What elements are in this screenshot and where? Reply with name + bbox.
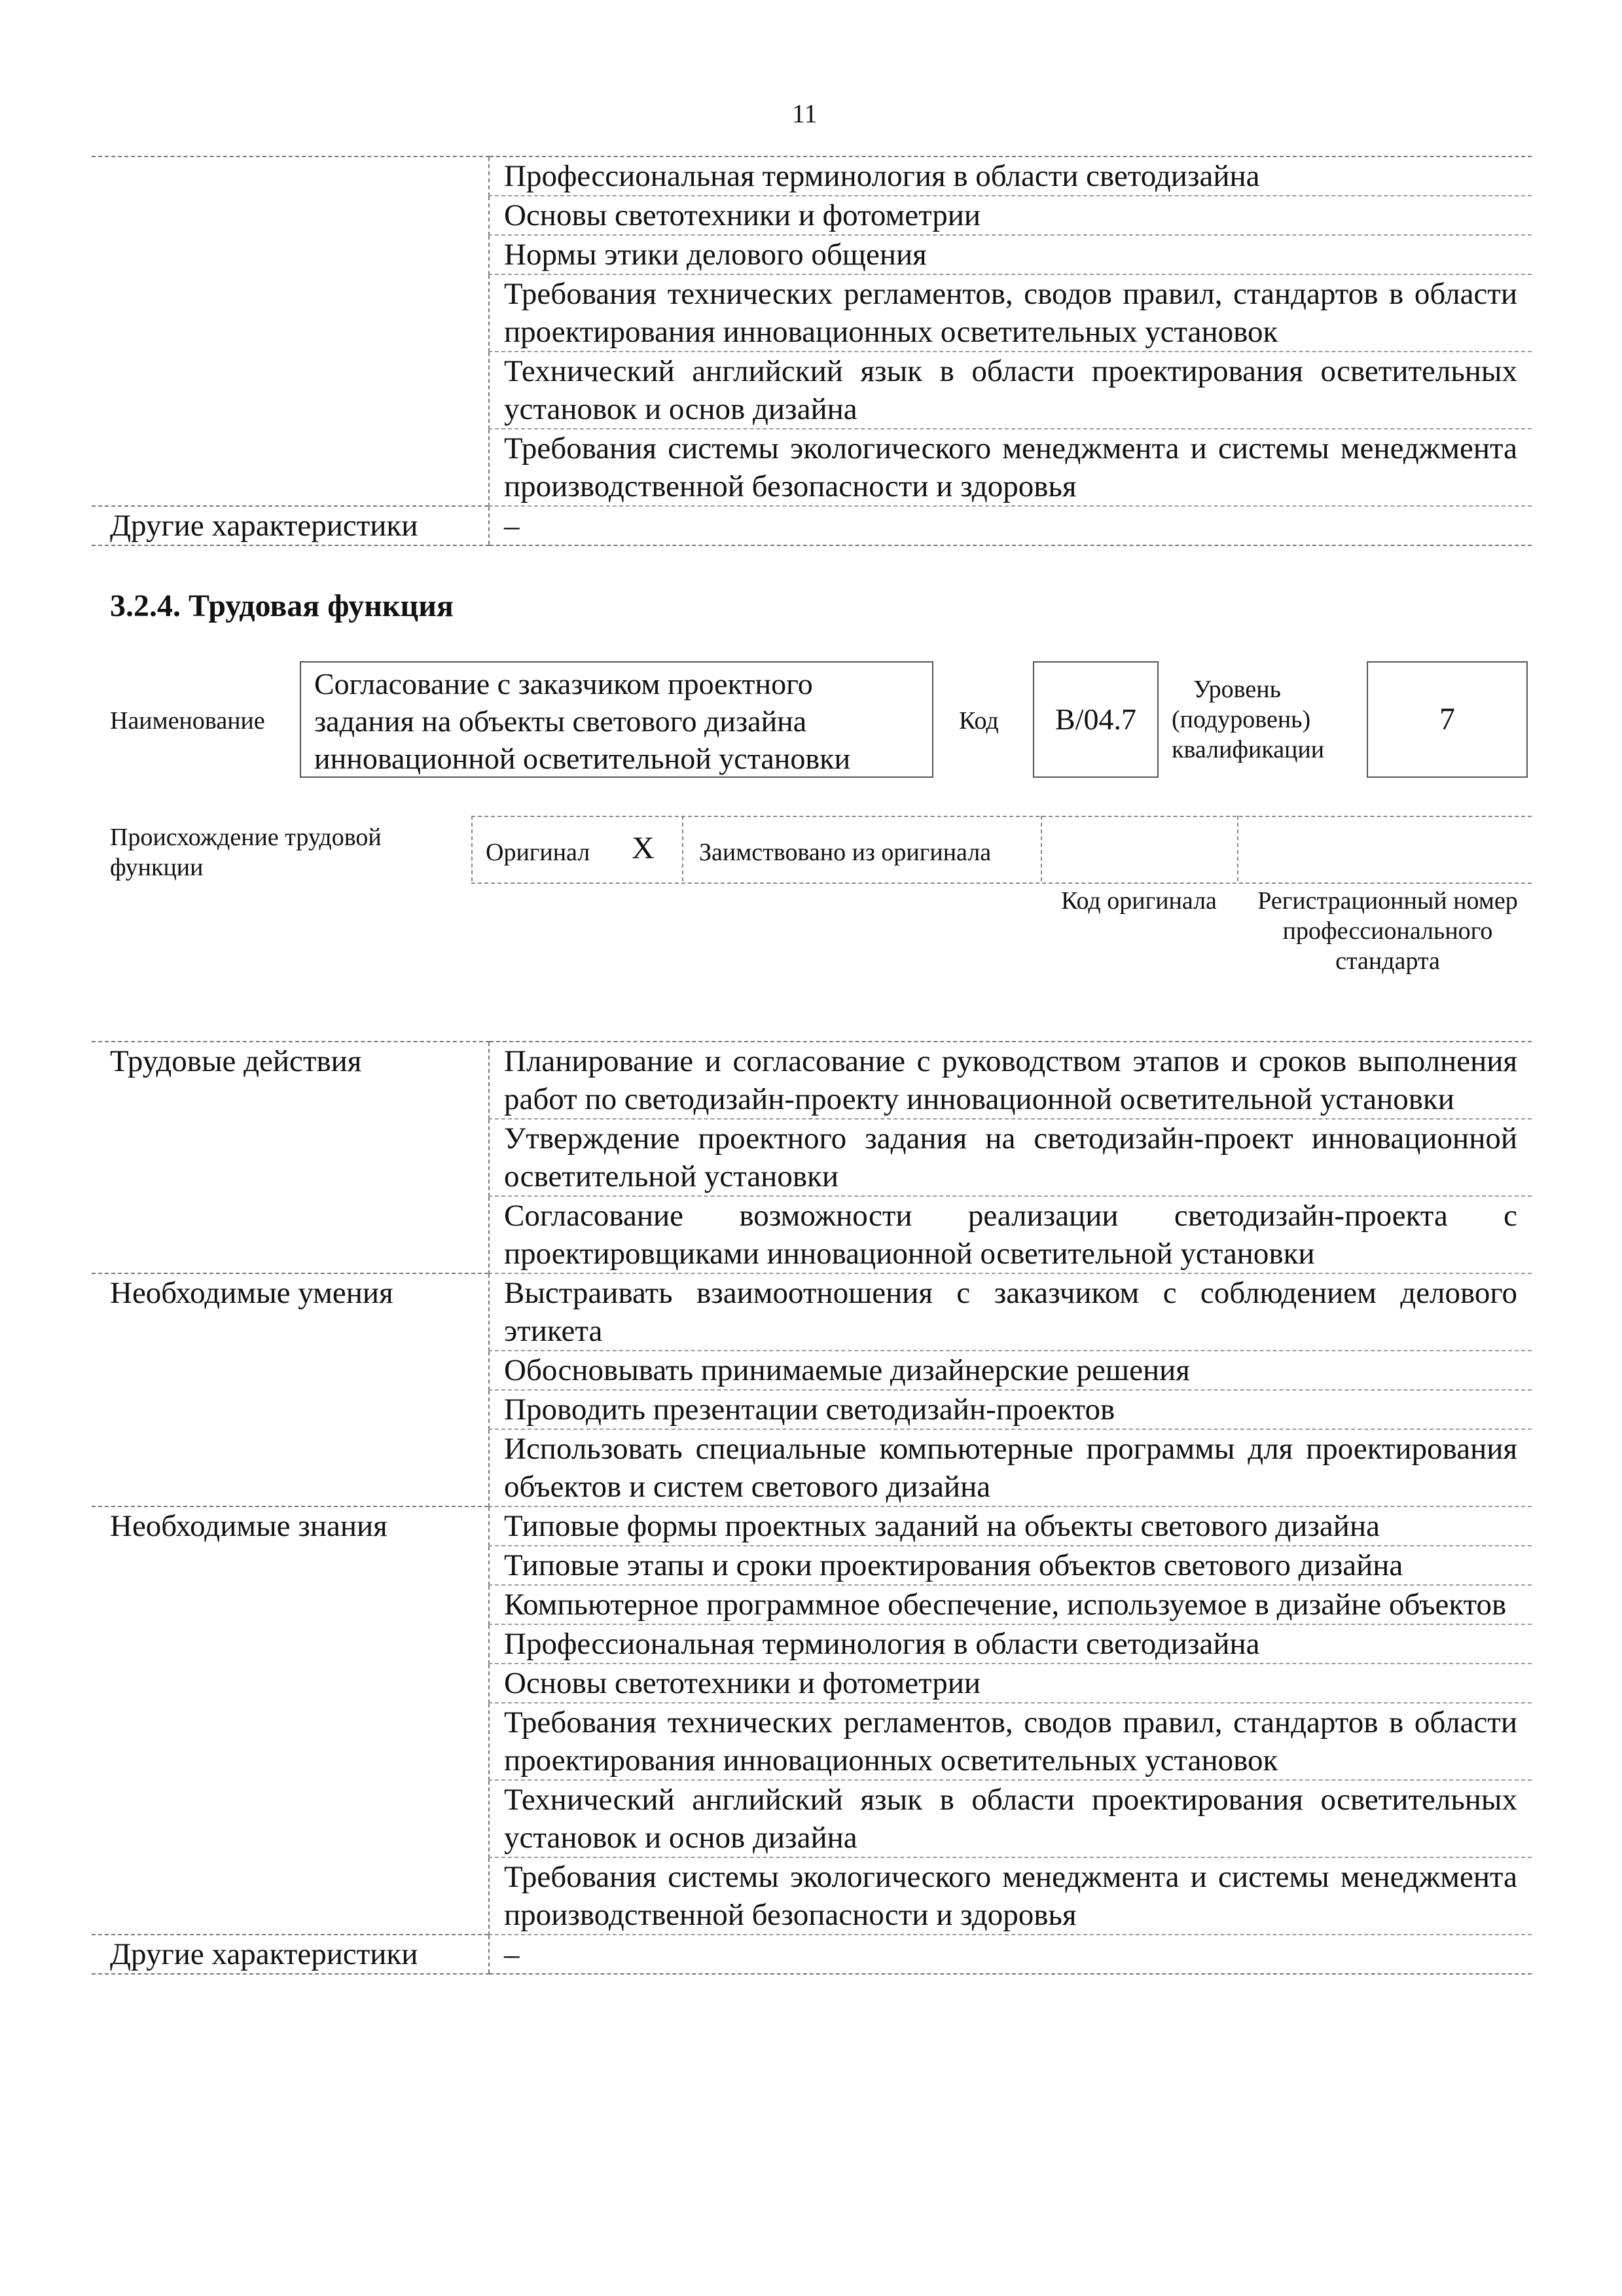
knowledge-item: Профессиональная терминология в области светодизайна [489, 1624, 1532, 1664]
knowledge-label: Необходимые знания [92, 1506, 489, 1935]
knowledge-item: Требования системы экологического менеджмента и системы менеджмента производственной безопасности и здоровья [489, 429, 1532, 506]
origin-code-caption: Код оригинала [1061, 887, 1217, 915]
section-heading: 3.2.4. Трудовая функция [110, 589, 454, 623]
level-value-box: 7 [1367, 661, 1528, 778]
other-characteristics-label: Другие характеристики [92, 1935, 489, 1974]
action-item: Планирование и согласование с руководством этапов и сроков выполнения работ по светодизайн-проекту инновационной осветительной установки [489, 1042, 1532, 1119]
knowledge-item: Требования технических регламентов, сводов правил, стандартов в области проектирования инновационных осветительных установок [489, 1703, 1532, 1780]
table-row [92, 1273, 1532, 1351]
origin-original: Оригинал [486, 839, 590, 866]
table-row [92, 156, 1532, 196]
knowledge-item: Основы светотехники и фотометрии [489, 1664, 1532, 1703]
knowledge-item: Требования системы экологического менеджмента и системы менеджмента производственной безопасности и здоровья [489, 1857, 1532, 1935]
function-details-table [92, 1041, 1532, 1975]
other-characteristics-label: Другие характеристики [92, 506, 489, 545]
skill-item: Использовать специальные компьютерные программы для проектирования объектов и систем светового дизайна [489, 1429, 1532, 1506]
table-row [92, 1042, 1532, 1119]
knowledge-item: Компьютерное программное обеспечение, используемое в дизайне объектов [489, 1585, 1532, 1624]
knowledge-item: Типовые этапы и сроки проектирования объектов светового дизайна [489, 1546, 1532, 1585]
origin-label: Происхождение трудовой функции [110, 824, 382, 881]
top-knowledge-table [92, 156, 1532, 546]
origin-mark: X [632, 831, 655, 866]
origin-row [471, 816, 1532, 884]
skill-item: Обосновывать принимаемые дизайнерские решения [489, 1351, 1532, 1390]
knowledge-item: Профессиональная терминология в области светодизайна [489, 156, 1532, 196]
knowledge-item: Нормы этики делового общения [489, 235, 1532, 274]
name-label: Наименование [110, 707, 265, 735]
other-characteristics-value: – [489, 1935, 1532, 1974]
table-row [92, 506, 1532, 545]
origin-borrowed: Заимствовано из оригинала [699, 839, 992, 866]
function-name-box: Согласование с заказчиком проектного задания на объекты светового дизайна инновационной осветительной установки [300, 661, 933, 778]
knowledge-item: Требования технических регламентов, сводов правил, стандартов в области проектирования инновационных осветительных установок [489, 274, 1532, 352]
skills-label: Необходимые умения [92, 1273, 489, 1506]
actions-label: Трудовые действия [92, 1042, 489, 1273]
knowledge-item: Технический английский язык в области проектирования осветительных установок и основ дизайна [489, 352, 1532, 429]
skill-item: Выстраивать взаимоотношения с заказчиком с соблюдением делового этикета [489, 1273, 1532, 1351]
skill-item: Проводить презентации светодизайн-проектов [489, 1390, 1532, 1429]
level-label: Уровень (подуровень) квалификации [1172, 676, 1325, 763]
table-row [92, 1935, 1532, 1974]
table-row [92, 1506, 1532, 1546]
knowledge-item: Типовые формы проектных заданий на объекты светового дизайна [489, 1506, 1532, 1546]
code-label: Код [959, 707, 999, 735]
page-number: 11 [792, 99, 818, 128]
origin-reg-caption: Регистрационный номер профессионального стандарта [1257, 887, 1518, 975]
knowledge-item: Технический английский язык в области проектирования осветительных установок и основ дизайна [489, 1780, 1532, 1857]
code-value-box: B/04.7 [1033, 661, 1159, 778]
action-item: Согласование возможности реализации светодизайн-проекта с проектировщиками инновационной осветительной установки [489, 1196, 1532, 1273]
knowledge-item: Основы светотехники и фотометрии [489, 196, 1532, 235]
other-characteristics-value: – [489, 506, 1532, 545]
action-item: Утверждение проектного задания на светодизайн-проект инновационной осветительной установки [489, 1119, 1532, 1196]
